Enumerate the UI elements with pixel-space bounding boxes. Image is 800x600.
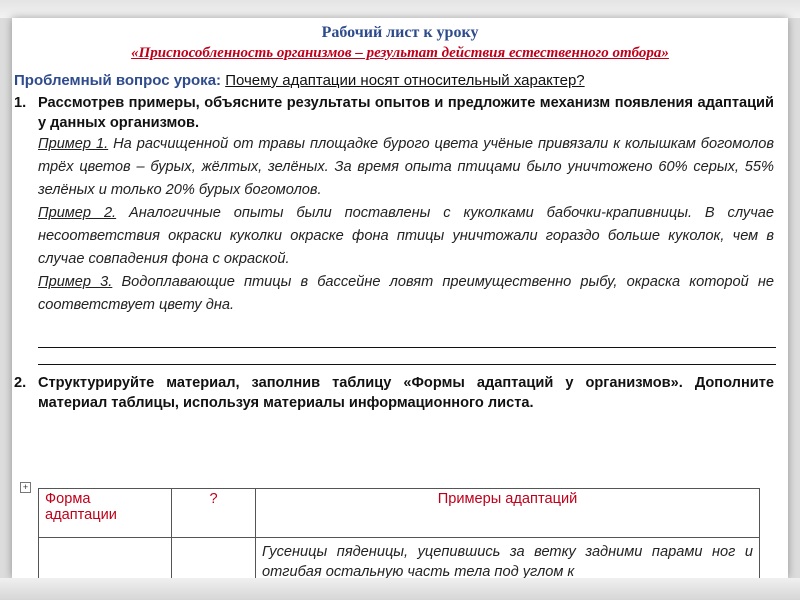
table-cell-example: Гусеницы пяденицы, уцепившись за ветку задними парами ног и отгибая остальную часть тела под углом к bbox=[256, 538, 760, 579]
task-2-text: Структурируйте материал, заполнив таблицу «Формы адаптаций у организмов». Дополните материал таблицы, используя материалы информационного листа. bbox=[38, 375, 774, 411]
answer-line-2[interactable] bbox=[38, 348, 776, 365]
task-2-number: 2. bbox=[14, 375, 27, 391]
example-3 bbox=[38, 271, 774, 317]
slide-frame-bottom bbox=[0, 578, 800, 600]
table-header-question: ? bbox=[172, 489, 256, 538]
table-cell-question[interactable] bbox=[172, 538, 256, 579]
example-3-text: Водоплавающие птицы в бассейне ловят преимущественно рыбу, окраска которой не соответствует цвету дна. bbox=[38, 274, 774, 313]
example-2-text: Аналогичные опыты были поставлены с куколками бабочки-крапивницы. В случае несоответствия окраски куколки окраске фона птицы уничтожали гораздо больше куколок, чем в случае совпадения фона с окраской. bbox=[38, 205, 775, 267]
task-1 bbox=[14, 93, 774, 133]
example-2 bbox=[38, 202, 774, 271]
table-row bbox=[39, 538, 760, 579]
answer-line-1[interactable] bbox=[38, 331, 776, 348]
table-header-row bbox=[39, 489, 760, 538]
problem-question-line bbox=[14, 72, 788, 89]
task-1-text: Рассмотрев примеры, объясните результаты опытов и предложите механизм появления адаптаций у данных организмов. bbox=[38, 95, 774, 131]
worksheet-page bbox=[12, 18, 788, 578]
example-1 bbox=[38, 133, 774, 202]
task-1-number: 1. bbox=[14, 95, 27, 111]
plus-icon[interactable]: + bbox=[20, 482, 31, 493]
problem-question-text: Почему адаптации носят относительный характер? bbox=[225, 72, 585, 89]
example-3-label: Пример 3. bbox=[38, 274, 113, 290]
example-1-text: На расчищенной от травы площадке бурого цвета учёные привязали к колышкам богомолов трёх цветов – бурых, жёлтых, зелёных. За время опыта птицами было уничтожено 60% серых, 55% зелёных и только 20% бурых богомолов. bbox=[38, 136, 774, 198]
problem-question-label: Проблемный вопрос урока: bbox=[14, 72, 222, 89]
table-header-examples: Примеры адаптаций bbox=[256, 489, 760, 538]
adaptation-table bbox=[38, 488, 760, 578]
task-2 bbox=[14, 373, 774, 413]
example-2-label: Пример 2. bbox=[38, 205, 117, 221]
lesson-topic: «Приспособленность организмов – результат действия естественного отбора» bbox=[131, 45, 669, 61]
table-cell-form[interactable] bbox=[39, 538, 172, 579]
worksheet-title: Рабочий лист к уроку bbox=[321, 24, 479, 41]
table-header-form: Форма адаптации bbox=[39, 489, 172, 538]
slide-frame-top bbox=[0, 0, 800, 18]
example-1-label: Пример 1. bbox=[38, 136, 109, 152]
